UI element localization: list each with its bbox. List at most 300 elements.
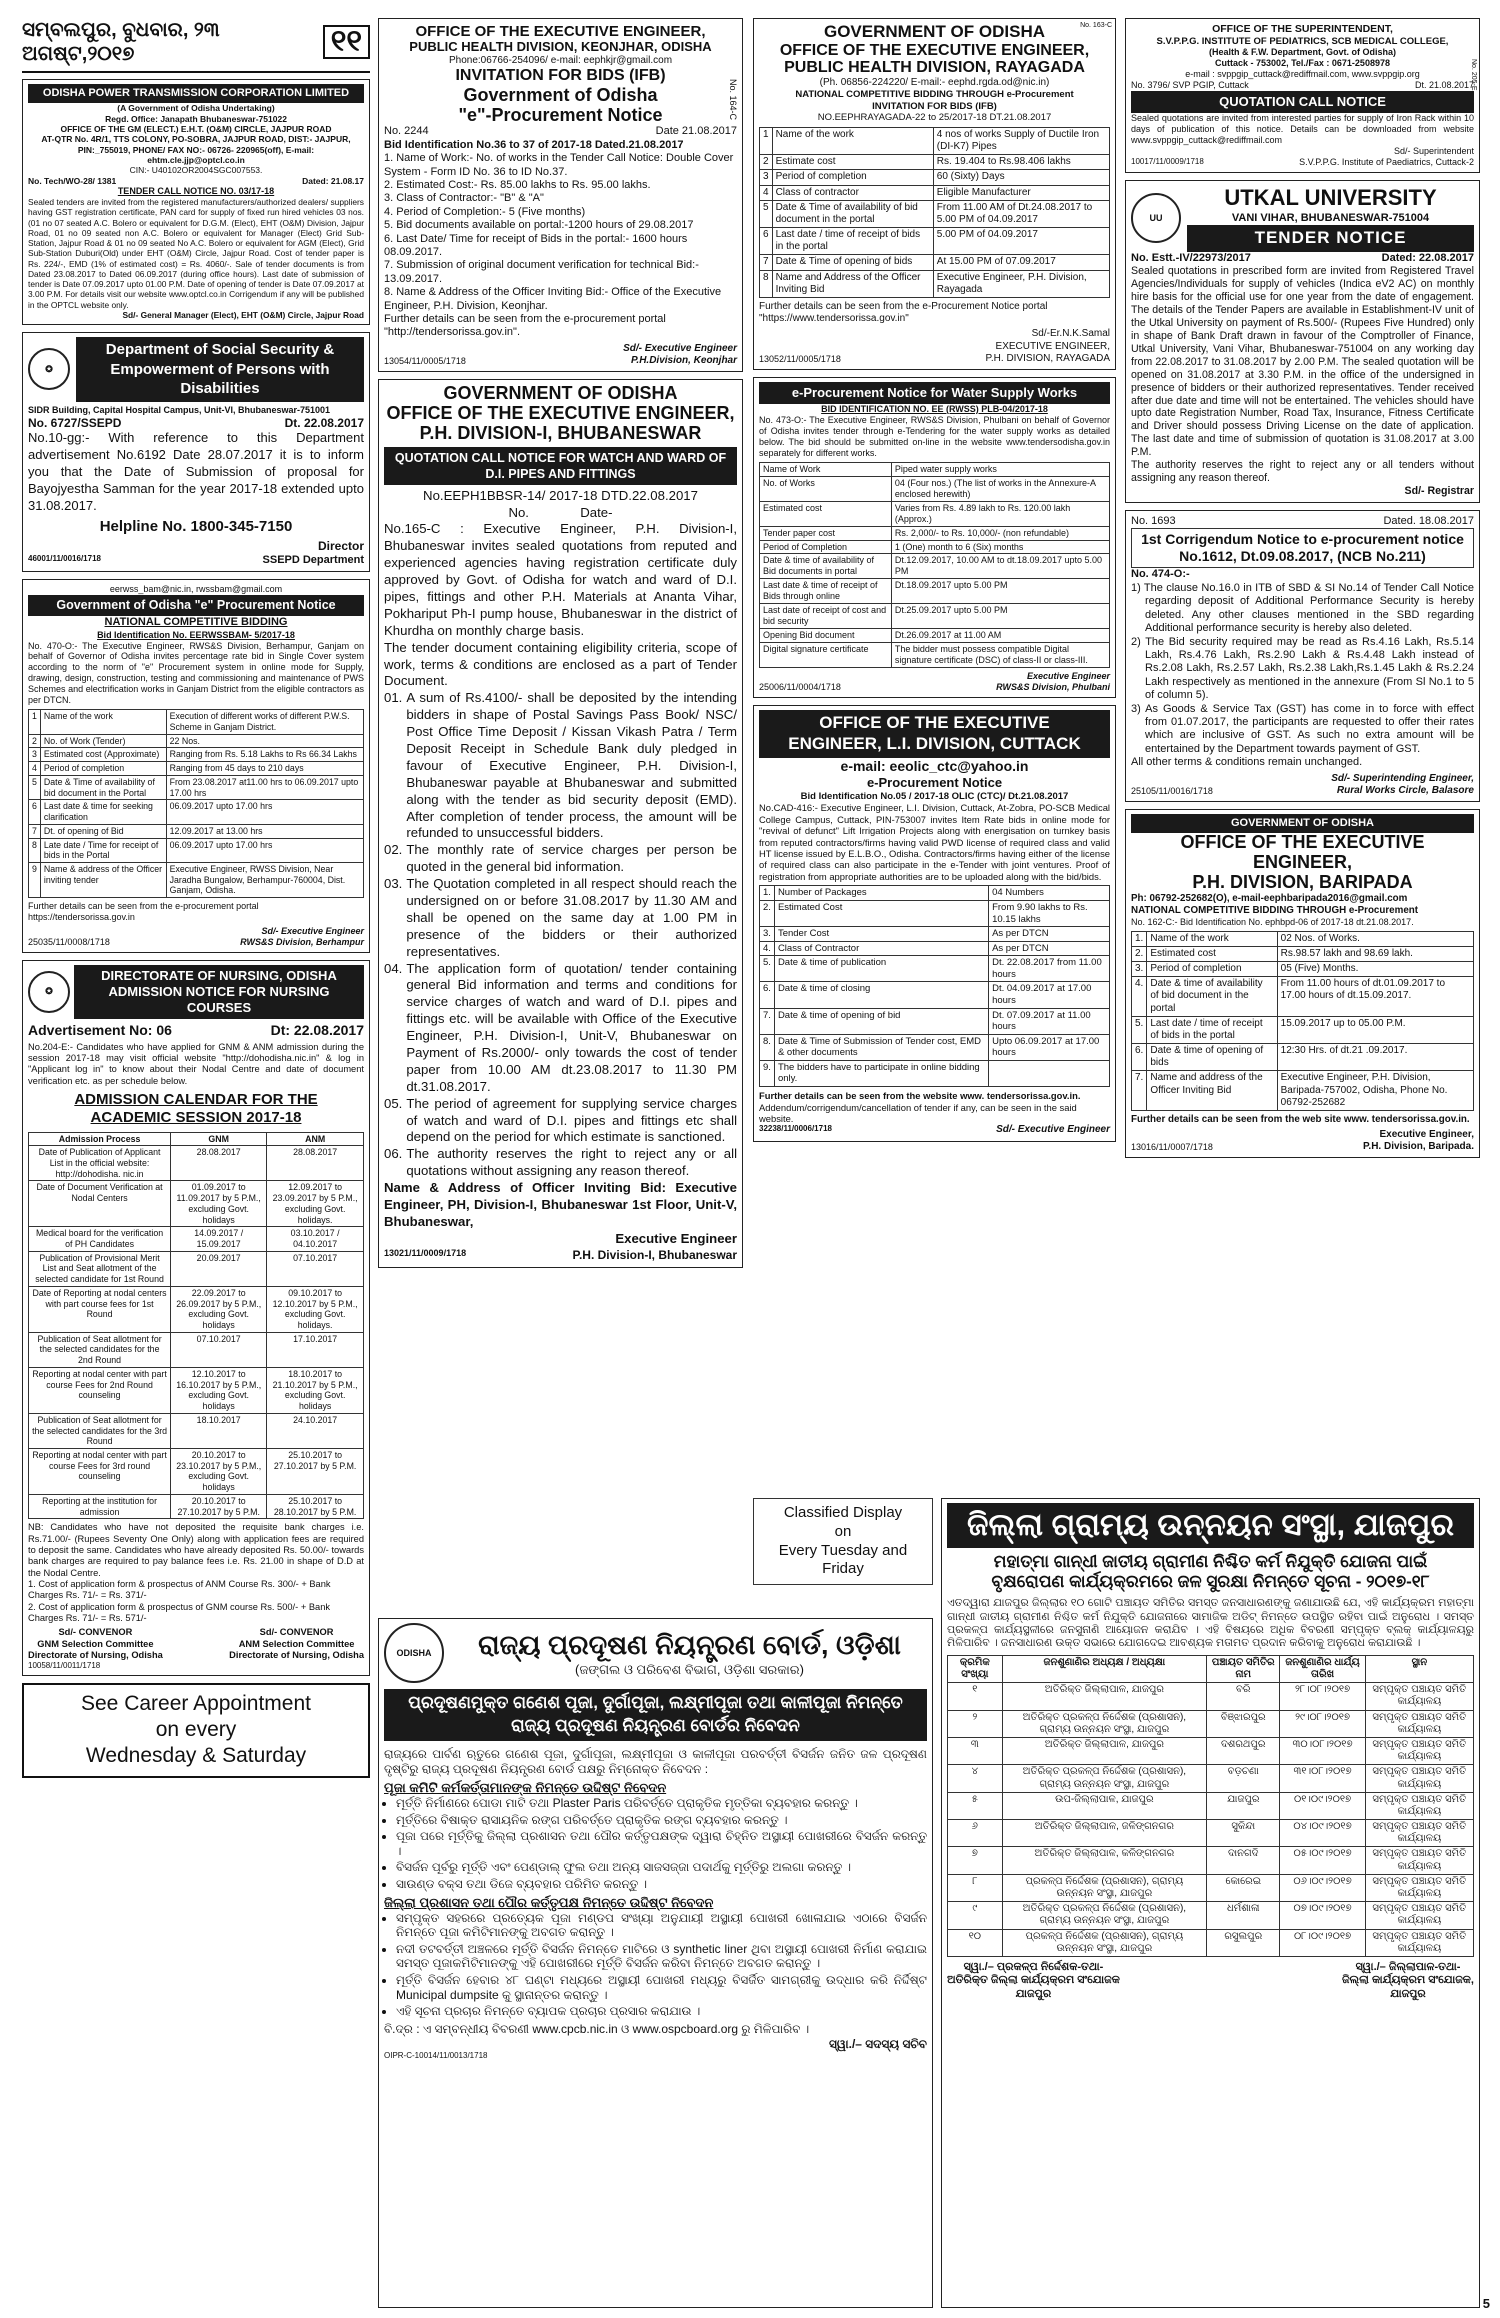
table-cell: 8 — [760, 270, 773, 297]
table-cell: The bidder must possess compatible Digital signature certificate (DSC) of class-II or class-III. — [891, 643, 1109, 668]
keonjhar-code: 13054/11/0005/1718 — [384, 356, 466, 367]
item-number: 03. — [384, 876, 403, 892]
column-4 — [1125, 18, 1480, 1165]
li-t1: OFFICE OF THE EXECUTIVE — [819, 713, 1050, 733]
svppg-code: 10017/11/0009/1718 — [1131, 156, 1204, 166]
keonjhar-bid: Bid Identification No.36 to 37 of 2017-18 Dated.21.08.2017 — [384, 138, 684, 151]
page-header — [22, 18, 370, 73]
utkal-t2: VANI VIHAR, BHUBANESWAR-751004 — [1231, 211, 1430, 224]
table-cell: Publication of Seat allotment for the selected candidates for the 3rd Round — [29, 1413, 171, 1448]
table-cell: As per DTCN — [989, 927, 1110, 942]
ospcb-logo-icon: ODISHA — [384, 1623, 444, 1683]
list-item: • ମୂର୍ତ୍ତି ନିର୍ମାଣରେ ପୋଡା ମାଟି ତଥା Plaster Paris ପରିବର୍ତ୍ତେ ପ୍ରାକୃତିକ ମୃତ୍ତିକା ବ୍ୟବହାର କରନ୍ତୁ । — [396, 1796, 927, 1811]
table-cell: 06.09.2017 upto 17.00 hrs — [166, 838, 363, 862]
table-cell: Estimated cost — [1147, 946, 1277, 961]
table-cell: 22.09.2017 to 26.09.2017 by 5 P.M., excluding Govt. holidays — [171, 1286, 267, 1332]
table-cell: 3. — [1132, 961, 1147, 976]
table-cell: Date & time of publication — [774, 956, 988, 982]
table-cell: Name of the work — [1147, 931, 1277, 946]
list-item: 4. Period of Completion:- 5 (Five months) — [384, 205, 586, 218]
table-header-cell: ସ୍ଥାନ — [1365, 1655, 1473, 1682]
table-row — [760, 255, 1110, 270]
table-row — [29, 734, 364, 748]
svppg-t4: Cuttack - 753002, Tel./Fax : 0671-2508978 — [1215, 58, 1390, 69]
list-item: 3. Class of Contractor:- "B" & "A" — [384, 192, 544, 205]
table-header-row — [29, 1132, 364, 1146]
page-date: ସମ୍ବଲପୁର, ବୁଧବାର, ୨୩ ଅଗଷ୍ଟ,୨୦୧୭ — [22, 19, 220, 66]
table-cell: Ranging from 45 days to 210 days — [166, 762, 363, 776]
keonjhar-signature: Sd/- Executive Engineer P.H.Division, Keonjhar — [623, 342, 737, 367]
table-row — [760, 228, 1110, 255]
table-row — [29, 1413, 364, 1448]
table-cell: Estimated cost (Approximate) — [40, 748, 166, 762]
table-cell: Reporting at nodal center with part course Fees for 2nd Round counseling — [29, 1367, 171, 1413]
keonjhar-side: No. 164-C — [728, 79, 738, 121]
table-row — [1132, 961, 1474, 976]
optcl-sub3: OFFICE OF THE GM (ELECT.) E.H.T. (O&M) CIRCLE, JAJPUR ROAD — [60, 123, 332, 134]
table-cell: From 9.90 lakhs to Rs. 10.15 lakhs — [989, 900, 1110, 926]
table-cell: ୦୬।୦୯।୨୦୧୭ — [1280, 1874, 1365, 1901]
table-cell: At 15.00 PM of 07.09.2017 — [933, 255, 1109, 270]
table-cell: Name and Address of the Officer Inviting Bid — [772, 270, 933, 297]
table-row — [760, 1060, 1110, 1086]
table-cell: Dt. 22.08.2017 from 11.00 hours — [989, 956, 1110, 982]
baripada-t1: OFFICE OF THE EXECUTIVE ENGINEER, — [1180, 832, 1425, 873]
keonjhar-phone: Phone:06766-254096/ e-mail: eephkjr@gmail.com — [448, 55, 673, 67]
table-cell: 60 (Sixty) Days — [933, 170, 1109, 185]
zilla-ad — [941, 1498, 1480, 2308]
table-header-cell: Admission Process — [29, 1132, 171, 1146]
table-cell: ୦୪।୦୯।୨୦୧୭ — [1280, 1820, 1365, 1847]
balasore-title: 1st Corrigendum Notice to e-procurement notice No.1612, Dt.09.08.2017, (NCB No.211) — [1131, 528, 1474, 568]
baripada-signature: Executive Engineer, P.H. Division, Baripada. — [1363, 1128, 1474, 1153]
table-cell: Tender paper cost — [760, 526, 892, 540]
table-cell: ୫ — [948, 1792, 1003, 1819]
table-cell: Date & time of availability of bid document in the portal — [1147, 977, 1277, 1017]
table-cell: Last date & time of receipt of Bids through online — [760, 579, 892, 604]
svppg-t5: e-mail : svppgip_cuttack@rediffmail.com, www.svppgip.org — [1185, 69, 1420, 80]
table-row — [760, 629, 1110, 643]
table-cell: ସମ୍ପୃକ୍ତ ପଞ୍ଚାୟତ ସମିତି କାର୍ଯ୍ୟାଳୟ — [1365, 1737, 1473, 1764]
table-row — [760, 1034, 1110, 1060]
phd1-t1: GOVERNMENT OF ODISHA — [443, 383, 678, 404]
table-cell: 09.10.2017 to 12.10.2017 by 5 P.M., excluding Govt. holidays. — [267, 1286, 364, 1332]
optcl-ad — [22, 79, 370, 325]
rayagada-t3: PUBLIC HEALTH DIVISION, RAYAGADA — [784, 59, 1085, 77]
table-row — [760, 941, 1110, 956]
baripada-gov: GOVERNMENT OF ODISHA — [1131, 814, 1474, 833]
nursing-point1: 1. Cost of application form & prospectus of ANM Course Rs. 300/- + Bank Charges Rs. 71/- = Rs. 371/- — [28, 1578, 331, 1601]
table-cell: 5.00 PM of 04.09.2017 — [933, 228, 1109, 255]
balasore-other: All other terms & conditions remain unchanged. — [1131, 756, 1363, 769]
ospcb-title: ରାଜ୍ୟ ପ୍ରଦୂଷଣ ନିୟନ୍ତ୍ରଣ ବୋର୍ଡ, ଓଡ଼ିଶା — [478, 1629, 901, 1660]
item-text: A sum of Rs.4100/- shall be deposited by the intending bidders in shape of Postal Savings Pass Book/ NSC/ Post Office Time Deposit / Kissan Vikash Patra / Term Deposit Receipt in Schedule Bank duly pledged in favour of Executive Engineer, P.H. Division-I, Bhubaneswar payable at Bhubaneswar and submitted along with the tender as bid security deposit (EMD). After completion of tender process, the amount will be refunded to unsuccessful bidders. — [406, 690, 737, 841]
ospcb-bar: ପ୍ରଦୂଷଣମୁକ୍ତ ଗଣେଶ ପୂଜା, ଦୁର୍ଗାପୂଜା, ଲକ୍ଷ୍ମୀପୂଜା ତଥା କାଳୀପୂଜା ନିମନ୍ତେ ରାଜ୍ୟ ପ୍ରଦୂଷଣ ନିୟନ୍ତ୍ରଣ ବୋର୍ଡର ନିବେଦନ — [384, 1689, 927, 1741]
rwss-code: 25035/11/0008/1718 — [28, 937, 110, 947]
table-row — [948, 1820, 1474, 1847]
table-cell: ୧୦ — [948, 1929, 1003, 1956]
nursing-point2: 2. Cost of application form & prospectus of GNM course Rs. 500/- + Bank Charges Rs. 71/- = Rs. 571/- — [28, 1601, 331, 1623]
table-cell: ଅତିରିକ୍ତ ଜିଲ୍ଲାପାଳ, ଯାଜପୁର — [1002, 1683, 1206, 1710]
classified-line1: Classified Display — [783, 1504, 903, 1521]
zilla-title: ଜିଲ୍ଲା ଗ୍ରାମ୍ୟ ଉନ୍ନୟନ ସଂସ୍ଥା, ଯାଜପୁର — [947, 1503, 1474, 1548]
ospcb-code: OIPR-C-10014/11/0013/1718 — [384, 2051, 488, 2061]
table-cell: ସମ୍ପୃକ୍ତ ପଞ୍ଚାୟତ ସମିତି କାର୍ଯ୍ୟାଳୟ — [1365, 1902, 1473, 1929]
table-cell: 07.10.2017 — [171, 1332, 267, 1367]
table-cell: 9. — [760, 1060, 775, 1086]
table-row — [29, 800, 364, 824]
table-cell: Dt. 07.09.2017 at 11.00 hours — [989, 1008, 1110, 1034]
balasore-no2: No. 474-O:- — [1131, 568, 1190, 581]
nursing-title2: ADMISSION NOTICE FOR NURSING COURSES — [108, 983, 330, 1015]
column-2 — [378, 18, 743, 1275]
table-cell: From 23.08.2017 at11.00 hrs to 06.09.2017 upto 17.00 hrs — [166, 775, 363, 799]
emblem-icon: ✪ — [28, 348, 70, 390]
table-row — [29, 1227, 364, 1251]
keonjhar-t1: OFFICE OF THE EXECUTIVE ENGINEER, — [415, 23, 706, 40]
li-body: No.CAD-416:- Executive Engineer, L.I. Division, Cuttack, At-Zobra, PO-SCB Medical College Campus, Cuttack, PIN-753007 invites Item Rate bids in online mode for "revival of defunct" Lift Irrigation Projects along with energisation on turnkey basis from reputed contractors/firms having valid PWD license of required class and valid HT license issued by E.L.B.O., Odisha. Contractors/firms having either of the license of required class can also participate in the e-Tender with joint ventures. Proof of registration from appropriate authorities are to be uploaded along with the bid/bids. — [759, 802, 1110, 882]
baripada-ncb: NATIONAL COMPETITIVE BIDDING THROUGH e-Procurement — [1131, 904, 1419, 916]
nursing-code: 10058/11/0011/1718 — [28, 1661, 101, 1671]
table-cell: ୭ — [948, 1847, 1003, 1874]
table-row — [948, 1737, 1474, 1764]
list-item: • ମୂର୍ତ୍ତିରେ ବିଷାକ୍ତ ରାସାୟନିକ ରଙ୍ଗ ପରିବର୍ତ୍ତେ ପ୍ରାକୃତିକ ରଙ୍ଗ ବ୍ୟବହାର କରନ୍ତୁ । — [396, 1813, 927, 1828]
ssepd-address: SIDR Building, Capital Hospital Campus, Unit-VI, Bhubaneswar-751001 — [28, 404, 331, 415]
table-cell: From 11.00 AM of Dt.24.08.2017 to 5.00 PM of 04.09.2017 — [933, 200, 1109, 227]
table-cell: 12.09.2017 to 23.09.2017 by 5 P.M., excluding Govt. holidays. — [267, 1181, 364, 1227]
table-cell: ୨୯।୦୮।୨୦୧୭ — [1280, 1710, 1365, 1737]
list-item: • ନଦୀ ତଟବର୍ତ୍ତୀ ଅଞ୍ଚଳରେ ମୂର୍ତ୍ତି ବିସର୍ଜନ ନିମନ୍ତେ ମାଟିରେ ଓ synthetic liner ଥିବା ଅସ୍ଥାୟୀ ପୋଖରୀ ନିର୍ମାଣ କରାଯାଇ ସମସ୍ତ ପୂଜାକମିଟିମାନଙ୍କୁ ଏହି ପୋଖରୀରେ ମୂର୍ତ୍ତି ବିସର୍ଜନ କରିବା ନିମନ୍ତେ ଅବଗତ କରାନ୍ତୁ । — [396, 1942, 927, 1971]
balasore-date: Dated. 18.08.2017 — [1383, 514, 1474, 527]
list-item: • ସାଉଣ୍ଡ ବକ୍ସ ତଥା ଡିଜେ ବ୍ୟବହାର ପରିମିତ କରନ୍ତୁ । — [396, 1877, 927, 1892]
zilla-table — [947, 1655, 1474, 1957]
table-cell: ଅତିରିକ୍ତ ଜିଲ୍ଲାପାଳ, ଯାଜପୁର — [1002, 1737, 1206, 1764]
list-item: 8. Name & Address of the Officer Inviting Bid:- Office of the Executive Engineer, P.H. Division, Keonjhar. — [384, 286, 722, 312]
table-cell: 28.08.2017 — [171, 1146, 267, 1181]
svppg-t1: OFFICE OF THE SUPERINTENDENT, — [1212, 23, 1393, 35]
table-cell: Name of the work — [772, 127, 933, 154]
li-t3: e-Procurement Notice — [866, 774, 1003, 790]
ssepd-code: 46001/11/0016/1718 — [28, 553, 101, 563]
table-cell: ଧର୍ମଶାଳା — [1207, 1902, 1280, 1929]
table-cell: 7 — [29, 824, 41, 838]
nursing-date: Dt: 22.08.2017 — [270, 1021, 364, 1038]
svppg-body: Sealed quotations are invited from interested parties for supply of Iron Rack within 10 days of publication of this notice. Details can be downloaded from website www.svppgip_cuttack@rediffmail.com — [1131, 113, 1474, 146]
table-cell: No. of Work (Tender) — [40, 734, 166, 748]
ssepd-director: Director — [317, 538, 364, 553]
utkal-bar: TENDER NOTICE — [1187, 225, 1474, 252]
career-line3: Wednesday & Saturday — [85, 1744, 307, 1768]
phd1-items — [384, 690, 737, 1180]
utkal-ad — [1125, 180, 1480, 503]
rwss-table — [28, 709, 364, 898]
table-cell: 20.10.2017 to 27.10.2017 by 5 P.M. — [171, 1494, 267, 1518]
table-cell: ୦୧।୦୯।୨୦୧୭ — [1280, 1792, 1365, 1819]
rayagada-phone: (Ph. 06856-224220/ E-mail:- eephd.rgda.od@nic.in) — [819, 76, 1050, 88]
phulbani-code: 25006/11/0004/1718 — [759, 682, 841, 693]
keonjhar-t4: Government of Odisha — [463, 84, 658, 105]
item-number: 01. — [384, 690, 403, 706]
list-item: 1. Name of Work:- No. of works in the Tender Call Notice: Double Cover System - Form ID No. 36 to ID No.37. — [384, 152, 734, 178]
phd1-bar: QUOTATION CALL NOTICE FOR WATCH AND WARD OF D.I. PIPES AND FITTINGS — [384, 447, 737, 485]
table-cell: Date & time of availability of Bid documents in portal — [760, 554, 892, 579]
ssepd-no: No. 6727/SSEPD — [28, 415, 122, 430]
table-header-row — [948, 1655, 1474, 1682]
phulbani-body: No. 473-O:- The Executive Engineer, RWS&S Division, Phulbani on behalf of Governor of Odisha invites tender through e-Tendering for the water supply works as detailed below. The bid should be submitted on-line in the website www.tendersodisha.gov.in separately for different works. — [759, 414, 1110, 458]
rayagada-code: 13052/11/0005/1718 — [759, 354, 841, 365]
table-cell: Upto 06.09.2017 at 17.00 hours — [989, 1034, 1110, 1060]
table-row — [760, 643, 1110, 668]
table-cell: 4. — [1132, 977, 1147, 1017]
li-cuttack-ad — [753, 705, 1116, 1142]
optcl-sub1: (A Government of Odisha Undertaking) — [117, 103, 275, 114]
ssepd-title1: Department of Social Security & — [105, 341, 335, 359]
table-cell: Date & time of opening of bid — [774, 1008, 988, 1034]
career-line2: on every — [155, 1718, 237, 1742]
column-1 — [22, 18, 370, 1785]
table-cell: Ranging from Rs. 5.18 Lakhs to Rs 66.34 Lakhs — [166, 748, 363, 762]
list-item — [384, 842, 737, 876]
table-cell: 1. — [1132, 931, 1147, 946]
table-cell: 5 — [29, 775, 41, 799]
table-cell: Digital signature certificate — [760, 643, 892, 668]
table-cell: 1 (One) month to 6 (Six) months — [891, 540, 1109, 554]
table-cell: 18.10.2017 to 21.10.2017 by 5 P.M., excluding Govt. holidays — [267, 1367, 364, 1413]
table-cell: 1 — [760, 127, 773, 154]
item-number: 02. — [384, 842, 403, 858]
table-row — [760, 270, 1110, 297]
optcl-sub4: AT-QTR No. 4R/1, TTS COLONY, PO-SOBRA, JAJPUR ROAD, DIST:- JAJPUR, — [41, 134, 351, 145]
table-cell: 2. — [1132, 946, 1147, 961]
zilla-sig1: ସ୍ୱା./– ପ୍ରକଳ୍ପ ନିର୍ଦ୍ଦେଶକ-ତଥା- ଅତିରିକ୍ତ ଜିଲ୍ଲା କାର୍ଯ୍ୟକ୍ରମ ସଂଯୋଜକ ଯାଜପୁର — [947, 1960, 1120, 2000]
nursing-anm-signature: Sd/- CONVENOR ANM Selection Committee Directorate of Nursing, Odisha — [229, 1627, 364, 1660]
table-cell: ସମ୍ପୃକ୍ତ ପଞ୍ଚାୟତ ସମିତି କାର୍ଯ୍ୟାଳୟ — [1365, 1874, 1473, 1901]
table-header-cell: ପଞ୍ଚାୟତ ସମିତିର ନାମ — [1207, 1655, 1280, 1682]
table-cell: ବଡ଼ଚଣା — [1207, 1765, 1280, 1792]
table-cell: 12.09.2017 at 13.00 hrs — [166, 824, 363, 838]
table-cell: Date & Time of availability of bid document in the portal — [772, 200, 933, 227]
table-cell: 7 — [760, 255, 773, 270]
balasore-ad — [1125, 510, 1480, 802]
table-cell: ୨ — [948, 1710, 1003, 1737]
table-row — [760, 155, 1110, 170]
table-row — [1132, 977, 1474, 1017]
table-cell: ଅତିରିକ୍ତ ଜିଲ୍ଲାପାଳ, କଳିଙ୍ଗନଗର — [1002, 1847, 1206, 1874]
table-cell: 8 — [29, 838, 41, 862]
phd1-code: 13021/11/0009/1718 — [384, 1247, 467, 1258]
phed-keonjhar-ad — [378, 18, 743, 372]
list-item — [384, 1146, 737, 1180]
table-row — [760, 526, 1110, 540]
table-cell: 02 Nos. of Works. — [1277, 931, 1473, 946]
list-item: • ଏହି ସୂଚନା ପ୍ରଚାର ନିମନ୍ତେ ବ୍ୟାପକ ପ୍ରଚାର ପ୍ରସାର କରାଯାଉ । — [396, 2004, 927, 2019]
phulbani-title: e-Procurement Notice for Water Supply Works — [759, 382, 1110, 404]
svppg-date: Dt. 21.08.2017 — [1414, 80, 1474, 91]
rayagada-signature: Sd/-Er.N.K.Samal EXECUTIVE ENGINEER, P.H. DIVISION, RAYAGADA — [985, 328, 1110, 364]
svppg-no: No. 3796/ SVP PGIP, Cuttack — [1131, 80, 1249, 91]
rwss-signature: Sd/- Executive Engineer RWS&S Division, Berhampur — [240, 926, 364, 947]
utkal-no: No. Estt.-IV/22973/2017 — [1131, 251, 1251, 264]
table-cell: 7. — [760, 1008, 775, 1034]
table-cell: 17.10.2017 — [267, 1332, 364, 1367]
nursing-adv: Advertisement No: 06 — [28, 1021, 172, 1038]
career-line1: See Career Appointment — [81, 1691, 311, 1715]
table-cell: 5 — [760, 200, 773, 227]
table-row — [1132, 946, 1474, 961]
table-cell: ଯାଜପୁର — [1207, 1792, 1280, 1819]
keonjhar-further: Further details can be seen from the e-procurement portal "http://tendersorissa.gov.in". — [384, 313, 666, 339]
table-cell: Rs. 19.404 to Rs.98.406 lakhs — [933, 155, 1109, 170]
table-cell: ୩୦।୦୮।୨୦୧୭ — [1280, 1737, 1365, 1764]
phd1-no2: No. Date- — [508, 504, 613, 520]
table-cell: Date & time of opening of bids — [1147, 1044, 1277, 1071]
table-row — [760, 982, 1110, 1008]
li-code: 32238/11/0006/1718 — [759, 1124, 832, 1134]
phd1-body2: The tender document containing eligibility criteria, scope of work, terms & conditions are enclosed as a part of Tender Document. — [384, 639, 737, 689]
phulbani-bid: BID IDENTIFICATION NO. EE (RWSS) PLB-04/2017-18 — [821, 403, 1048, 414]
table-cell: 8. — [760, 1034, 775, 1060]
list-item: • ପୂଜା ପରେ ମୂର୍ତ୍ତିକୁ ଜିଲ୍ଲା ପ୍ରଶାସନ ତଥା ପୌର କର୍ତ୍ତୃପକ୍ଷଙ୍କ ଦ୍ୱାରା ଚିହ୍ନିତ ଅସ୍ଥାୟୀ ପୋଖରୀରେ ବିସର୍ଜନ କରନ୍ତୁ । — [396, 1829, 927, 1858]
table-cell: Last date of receipt of cost and bid security — [760, 604, 892, 629]
item-text: The period of agreement for supplying service charges of watch and ward of D.I. pipes and fittings etc shall depend on the period for which estimate is sanctioned. — [406, 1095, 737, 1145]
baripada-ph: Ph: 06792-252682(O), e-mail-eephbaripada2016@gmail.com — [1131, 892, 1408, 904]
table-cell: Date of Reporting at nodal centers with part course fees for 1st Round — [29, 1286, 171, 1332]
table-cell: Class of contractor — [772, 185, 933, 200]
table-cell: 9 — [29, 862, 41, 897]
table-cell: 6. — [1132, 1044, 1147, 1071]
table-cell: ବରି — [1207, 1683, 1280, 1710]
table-cell: Dt.26.09.2017 at 11.00 AM — [891, 629, 1109, 643]
phulbani-ad — [753, 377, 1116, 698]
table-cell: Name & address of the Officer inviting tender — [40, 862, 166, 897]
table-row — [760, 127, 1110, 154]
svppg-side: No. 205-E — [1470, 59, 1477, 91]
table-row — [29, 1448, 364, 1494]
zilla-sig2: ସ୍ୱା./– ଜିଲ୍ଲାପାଳ-ତଥା- ଜିଲ୍ଲା କାର୍ଯ୍ୟକ୍ରମ ସଂଯୋଜକ, ଯାଜପୁର — [1341, 1960, 1474, 2000]
item-text: The monthly rate of service charges per person be quoted in the general bid information. — [406, 842, 737, 875]
table-row — [760, 462, 1110, 476]
table-cell: 25.10.2017 to 28.10.2017 by 5 P.M. — [267, 1494, 364, 1518]
list-item: 1) The clause No.16.0 in ITB of SBD & SI No.14 of Tender Call Notice regarding deposit of Additional Performance Security is hereby deleted. Any other clauses mentioned in the SBD regarding Additional performance security is hereby also deleted. — [1131, 581, 1474, 635]
emblem-icon: ✪ — [28, 971, 70, 1013]
table-cell: Reporting at nodal center with part course Fees for 3rd round counseling — [29, 1448, 171, 1494]
phulbani-table — [759, 462, 1110, 669]
table-row — [760, 956, 1110, 982]
li-t2: ENGINEER, L.I. DIVISION, CUTTACK — [788, 733, 1081, 753]
rwss-bid: Bid Identification No. EERWSSBAM- 5/2017-18 — [97, 629, 295, 640]
table-cell: 2 — [760, 155, 773, 170]
nursing-calendar-title: ADMISSION CALENDAR FOR THE ACADEMIC SESSION 2017-18 — [74, 1090, 318, 1127]
table-cell: ସମ୍ପୃକ୍ତ ପଞ୍ଚାୟତ ସମିତି କାର୍ଯ୍ୟାଳୟ — [1365, 1765, 1473, 1792]
column-3 — [753, 18, 1116, 1149]
item-text: The authority reserves the right to reject any or all quotations without assigning any reason thereof. — [406, 1146, 737, 1179]
table-row — [948, 1847, 1474, 1874]
table-row — [29, 775, 364, 799]
table-row — [948, 1683, 1474, 1710]
table-cell: Dt.12.09.2017, 10.00 AM to dt.18.09.2017 upto 5.00 PM — [891, 554, 1109, 579]
svppg-bar: QUOTATION CALL NOTICE — [1131, 91, 1474, 113]
nursing-title1: DIRECTORATE OF NURSING, ODISHA — [101, 967, 337, 983]
baripada-t2: P.H. DIVISION, BARIPADA — [1192, 871, 1413, 892]
table-cell: Period of completion — [772, 170, 933, 185]
table-cell: 12.10.2017 to 16.10.2017 by 5 P.M., excluding Govt. holidays — [171, 1367, 267, 1413]
table-cell: ପ୍ରକଳ୍ପ ନିର୍ଦ୍ଦେଶକ (ପ୍ରଶାସନ), ଗ୍ରାମ୍ୟ ଉନ୍ନୟନ ସଂସ୍ଥା, ଯାଜପୁର — [1002, 1874, 1206, 1901]
optcl-cin: CIN:- U40102OR2004SGC007553. — [129, 165, 263, 176]
table-row — [29, 710, 364, 734]
table-cell: 6. — [760, 982, 775, 1008]
table-cell: Date of Publication of Applicant List in the official website: http://dohodisha. nic.in — [29, 1146, 171, 1181]
table-cell: ୨୮।୦୮।୨୦୧୭ — [1280, 1683, 1365, 1710]
table-cell: ୦୫।୦୯।୨୦୧୭ — [1280, 1847, 1365, 1874]
balasore-signature: Sd/- Superintending Engineer, Rural Works Circle, Balasore — [1331, 772, 1474, 796]
table-cell: 5. — [1132, 1016, 1147, 1043]
table-cell: From 11.00 hours of dt.01.09.2017 to 17.00 hours of dt.15.09.2017. — [1277, 977, 1473, 1017]
phd1-body: No.165-C : Executive Engineer, P.H. Division-I, Bhubaneswar invites sealed quotations from reputed and experienced agencies having registration certificate duly approved by Govt. of Odisha for watch and ward of D.I. pipes, fittings and other P.H. Materials at Ananta Vihar, Pokhariput Ph-I pump house, Bhubaneswar in the district of Khurdha on monthly charge basis. — [384, 521, 737, 638]
li-bid: Bid Identification No.05 / 2017-18 OLIC (CTC)/ Dt.21.08.2017 — [800, 790, 1069, 802]
table-cell: 3. — [760, 927, 775, 942]
table-cell: Period of completion — [1147, 961, 1277, 976]
table-cell: No. of Works — [760, 476, 892, 501]
baripada-code: 13016/11/0007/1718 — [1131, 1142, 1213, 1153]
table-cell: ସମ୍ପୃକ୍ତ ପଞ୍ଚାୟତ ସମିତି କାର୍ଯ୍ୟାଳୟ — [1365, 1683, 1473, 1710]
table-row — [760, 1008, 1110, 1034]
table-cell: Piped water supply works — [891, 462, 1109, 476]
table-cell: 28.08.2017 — [267, 1146, 364, 1181]
phd1-no: No.EEPH1BBSR-14/ 2017-18 DTD.22.08.2017 — [423, 487, 698, 503]
table-row — [760, 170, 1110, 185]
table-cell: Reporting at the institution for admission — [29, 1494, 171, 1518]
table-cell: Period of Completion — [760, 540, 892, 554]
table-row — [29, 748, 364, 762]
nursing-calendar-table — [28, 1132, 364, 1520]
table-row — [760, 900, 1110, 926]
nursing-gnm-signature: Sd/- CONVENOR GNM Selection Committee Directorate of Nursing, Odisha — [28, 1627, 163, 1660]
optcl-no: No. Tech/WO-28/ 1381 — [28, 175, 117, 186]
table-cell: ସମ୍ପୃକ୍ତ ପଞ୍ଚାୟତ ସମିତି କାର୍ଯ୍ୟାଳୟ — [1365, 1792, 1473, 1819]
table-cell: ସୁକିନ୍ଦା — [1207, 1820, 1280, 1847]
table-cell: ୪ — [948, 1765, 1003, 1792]
utkal-signature: Sd/- Registrar — [1404, 485, 1474, 497]
table-cell: ବିଞ୍ଝାରପୁର — [1207, 1710, 1280, 1737]
career-box — [22, 1683, 370, 1778]
table-header-cell: କ୍ରମିକ ସଂଖ୍ୟା — [948, 1655, 1003, 1682]
svppg-t2: S.V.P.P.G. INSTITUTE OF PEDIATRICS, SCB MEDICAL COLLEGE, — [1156, 35, 1449, 47]
ospcb-intro: ରାଜ୍ୟରେ ପାର୍ବଣ ଋତୁରେ ଗଣେଶ ପୂଜା, ଦୁର୍ଗାପୂଜା, ଲକ୍ଷ୍ମୀପୂଜା ଓ କାଳୀପୂଜା ପରବର୍ତ୍ତୀ ବିସର୍ଜନ ଜନିତ ଜଳ ପ୍ରଦୂଷଣ ଦୃଷ୍ଟିରୁ ରାଜ୍ୟ ପ୍ରଦୂଷଣ ନିୟନ୍ତ୍ରଣ ବୋର୍ଡ ପକ୍ଷରୁ ନିମ୍ନୋକ୍ତ ନିବେଦନ : — [384, 1746, 927, 1776]
li-signature: Sd/- Executive Engineer — [996, 1124, 1110, 1136]
table-cell: Executive Engineer, P.H. Division, Baripada-757002, Odisha, Phone No. 06792-252682 — [1277, 1071, 1473, 1111]
nursing-ad — [22, 960, 370, 1676]
phulbani-signature: Executive Engineer RWS&S Division, Phulbani — [996, 671, 1110, 693]
table-cell: ଅତିରିକ୍ତ ଜିଲ୍ଲାପାଳ, ଜଳିଙ୍ଗନଗର — [1002, 1820, 1206, 1847]
table-row — [29, 1146, 364, 1181]
table-row — [29, 1367, 364, 1413]
list-item: • ମୂର୍ତ୍ତି ବିସର୍ଜନ ହେବାର ୪୮ ଘଣ୍ଟା ମଧ୍ୟରେ ଅସ୍ଥାୟୀ ପୋଖରୀ ମଧ୍ୟରୁ ବିସର୍ଜିତ ସାମଗ୍ରୀକୁ ଉଦ୍ଧାର କରି ନିର୍ଦ୍ଦିଷ୍ଟ Municipal dumpsite କୁ ସ୍ଥାନାନ୍ତର କରାନ୍ତୁ । — [396, 1973, 927, 2002]
nursing-body: No.204-E:- Candidates who have applied for GNM & ANM admission during the session 2017-18 may visit official website "http://dohodisha.nic.in" & log in "Applicant log in" to know about their Nodal Centre and date of document verification etc. as per schedule below. — [28, 1041, 364, 1086]
keonjhar-items — [384, 152, 737, 313]
table-cell: 4 — [760, 185, 773, 200]
table-row — [29, 838, 364, 862]
utkal-body: Sealed quotations in prescribed form are invited from Registered Travel Agencies/Individuals for supply of vehicles (Indica eV2 AC) on monthly hire basis for the official use for one year from the date of engagement. The details of the Tender Papers are available in Establishment-IV unit of the Utkal University on payment of Rs.500/- (Rupees Five Hundred) only in shape of Bank Draft drawn in favour of the Comptroller of Finance, Utkal University, Vani Vihar, Bhubaneswar-751004 on any working day from 22.08.2017 to 31.08.2017 by 2.00 P.M. The sealed quotation will be opened on 31.08.2017 at 3.30 P.M. in the office of the undersigned in presence of bidders or their authorized representatives. Tender received after due date and time will not be entertained. The vehicles should have upto date Registration Number, Road Tax, Insurance, Fitness Certificate and Driver should possess Driving License on the date of application. The last date and time of submission of quotation is 31.08.2017 at 3.00 P.M. — [1131, 265, 1474, 459]
rwss-title: Government of Odisha "e" Procurement Notice — [28, 595, 364, 616]
ospcb-list2 — [384, 1911, 927, 2019]
table-cell: ଅତିରିକ୍ତ ପ୍ରକଳ୍ପ ନିର୍ଦ୍ଦେଶକ (ପ୍ରଶାସନ), ଗ୍ରାମ୍ୟ ଉନ୍ନୟନ ସଂସ୍ଥା, ଯାଜପୁର — [1002, 1902, 1206, 1929]
table-cell: 3 — [760, 170, 773, 185]
table-row — [948, 1710, 1474, 1737]
table-cell: Period of completion — [40, 762, 166, 776]
phd1-t3: P.H. DIVISION-I, BHUBANESWAR — [419, 422, 702, 443]
list-item: 5. Bid documents available on portal:-1200 hours of 29.08.2017 — [384, 219, 694, 232]
table-cell: 7. — [1132, 1071, 1147, 1111]
